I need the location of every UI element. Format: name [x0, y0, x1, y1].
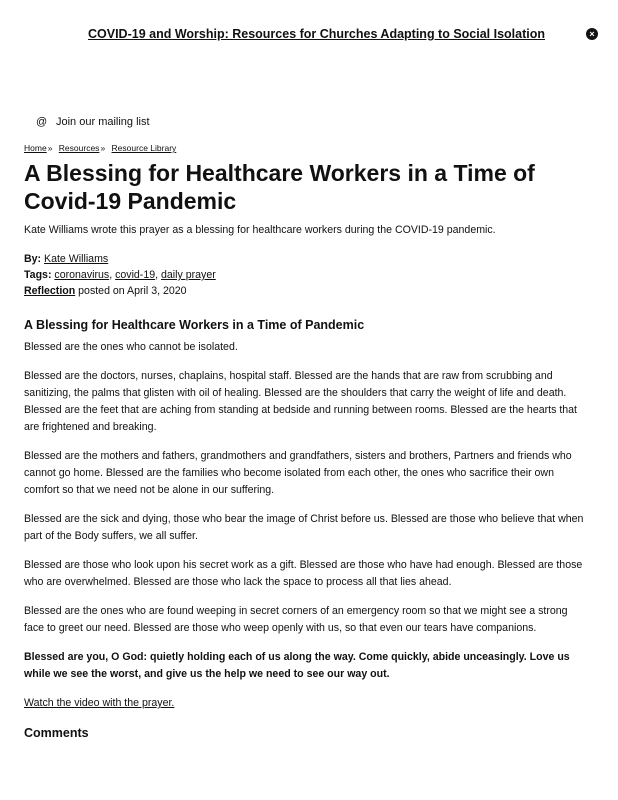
- breadcrumb-resource-library[interactable]: Resource Library: [111, 143, 177, 153]
- tags-label: Tags:: [24, 269, 52, 281]
- author-link[interactable]: Kate Williams: [44, 253, 109, 265]
- category-link[interactable]: Reflection: [24, 285, 76, 297]
- tag-link[interactable]: covid-19: [115, 269, 156, 281]
- article-intro: Kate Williams wrote this prayer as a blessing for healthcare workers during the COVID-19 pandemic.: [24, 224, 496, 236]
- mailing-list-link[interactable]: [36, 116, 150, 128]
- close-icon[interactable]: ×: [586, 28, 598, 40]
- category-line: [24, 283, 584, 299]
- announcement-banner: [0, 24, 618, 46]
- tags-line: [24, 267, 584, 283]
- blessing-paragraph: Blessed are the sick and dying, those who bear the image of Christ before us. Blessed are those who believe that when part of the Body suffers, we all suffer.: [24, 513, 584, 542]
- blessing-heading: A Blessing for Healthcare Workers in a Time of Pandemic: [24, 318, 365, 332]
- blessing-paragraph: Blessed are those who look upon his secret work as a gift. Blessed are those who have had enough. Blessed are those who are overwhelmed. Blessed are those who lack the space to process all that lies ahead.: [24, 559, 583, 588]
- author-line: [24, 251, 584, 267]
- breadcrumb-home[interactable]: Home: [24, 143, 47, 153]
- mailing-list-label: Join our mailing list: [56, 116, 150, 128]
- tag-link[interactable]: coronavirus: [54, 269, 110, 281]
- by-label: By:: [24, 253, 42, 265]
- at-sign-icon: @: [36, 116, 48, 128]
- comments-heading: Comments: [24, 726, 89, 740]
- closing-blessing: Blessed are you, O God: quietly holding each of us along the way. Come quickly, abide unceasingly. Love us while we see the worst, and give us the help we need to see our way out.: [24, 651, 570, 680]
- video-line: [24, 695, 584, 712]
- tag-separator: ,: [109, 269, 116, 281]
- blessing-paragraph: Blessed are the mothers and fathers, grandmothers and grandfathers, sisters and brothers, Partners and friends who cannot go home. Blessed are the families who become isolated from each other, the ones who sacrifice their own comfort so that we need not be alone in our suffering.: [24, 450, 572, 496]
- breadcrumb-separator: »: [47, 143, 53, 153]
- page-title: A Blessing for Healthcare Workers in a Time of Covid-19 Pandemic: [24, 160, 535, 214]
- video-link[interactable]: Watch the video with the prayer.: [24, 697, 175, 709]
- article-meta: [24, 251, 584, 299]
- blessing-paragraph: Blessed are the ones who cannot be isolated.: [24, 341, 238, 353]
- tag-link[interactable]: daily prayer: [161, 269, 216, 281]
- breadcrumb: [24, 143, 176, 153]
- blessing-paragraph: Blessed are the doctors, nurses, chaplains, hospital staff. Blessed are the hands that are raw from scrubbing and sanitizing, the palms that glisten with oil of healing. Blessed are the shoulders that carry the weight of life and death. Blessed are the feet that are aching from standing at bedside and running between rooms. Blessed are the hearts that are frightened and breaking.: [24, 370, 577, 433]
- breadcrumb-resources[interactable]: Resources: [58, 143, 100, 153]
- announcement-link[interactable]: COVID-19 and Worship: Resources for Churches Adapting to Social Isolation: [88, 27, 546, 41]
- article-body: [24, 222, 584, 742]
- tag-separator: ,: [155, 269, 162, 281]
- posted-date: posted on April 3, 2020: [75, 285, 187, 297]
- blessing-paragraph: Blessed are the ones who are found weeping in secret corners of an emergency room so that we might see a strong face to greet our need. Blessed are those who weep openly with us, so that even our tears have companions.: [24, 605, 568, 634]
- breadcrumb-separator: »: [100, 143, 106, 153]
